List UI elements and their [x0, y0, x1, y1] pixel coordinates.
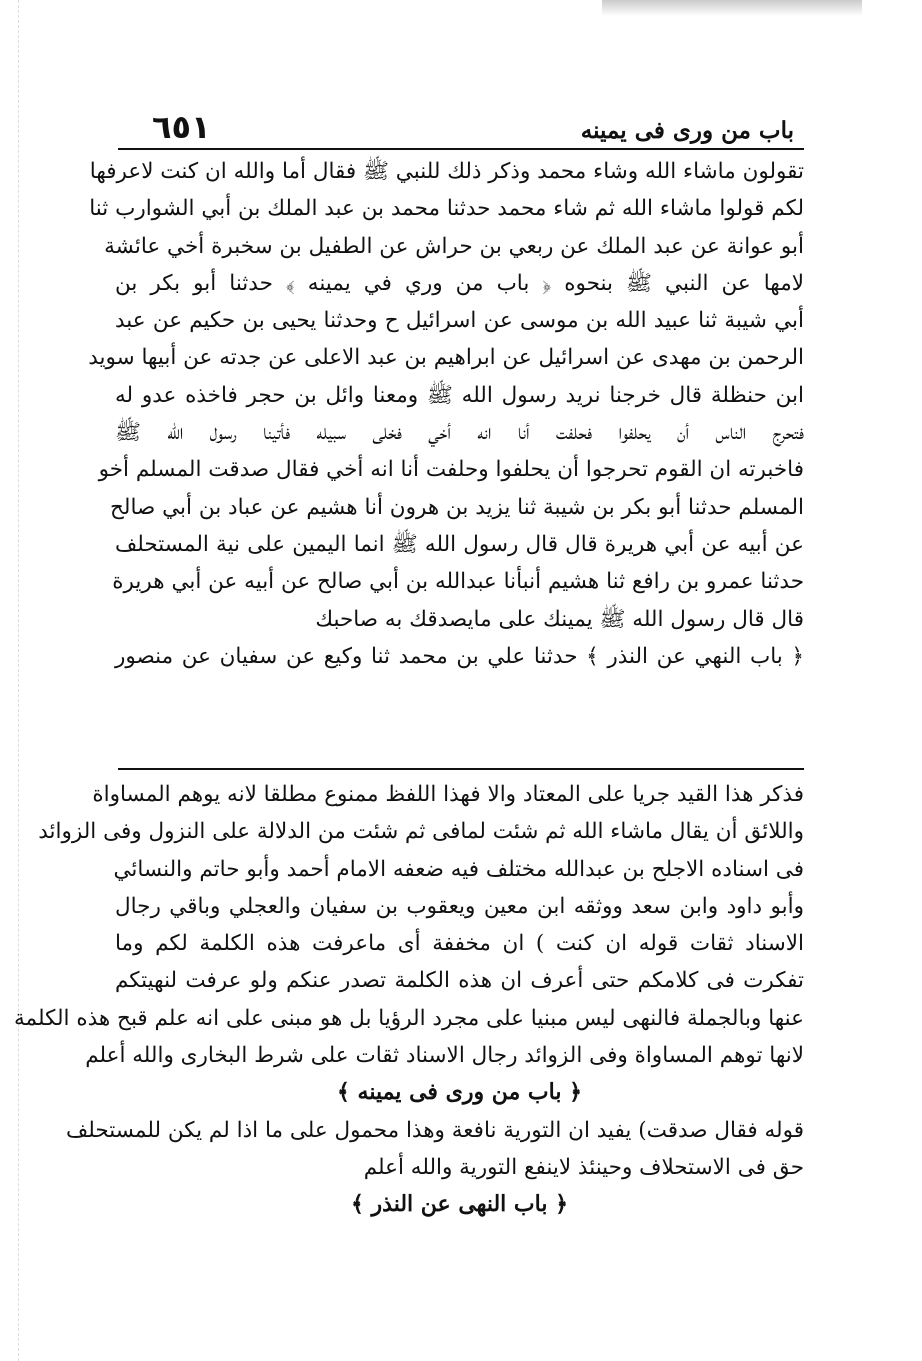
hadith-line: المسلم حدثنا أبو بكر بن شيبة ثنا يزيد بن هرون أنا هشيم عن عباد بن أبي صالح [110, 494, 804, 520]
page-header [118, 104, 804, 150]
commentary-line: تفكرت فى كلامكم حتى أعرف ان هذه الكلمة تصدر عنكم ولو عرفت لنهيتكم [115, 968, 804, 994]
commentary-line: فى اسناده الاجلح بن عبدالله مختلف فيه ضعفه الامام أحمد وأبو حاتم والنسائي [113, 856, 804, 882]
commentary-line: حق فى الاستحلاف وحينئذ لاينفع التورية والله أعلم [363, 1154, 804, 1180]
page-number: ٦٥١ [152, 108, 211, 146]
hadith-line: فاخبرته ان القوم تحرجوا أن يحلفوا وحلفت أنا انه أخي فقال صدقت المسلم أخو [98, 457, 804, 483]
commentary-line: عنها وبالجملة فالنهى ليس مبنيا على مجرد الرؤيا بل هو مبنى على انه علم قبح هذه الكلمة [14, 1005, 804, 1031]
hadith-line: أبي شيبة ثنا عبيد الله بن موسى عن اسرائيل ح وحدثنا يحيى بن حكيم عن عبد [115, 308, 804, 334]
hadith-line: ابن حنظلة قال خرجنا نريد رسول الله ﷺ ومعنا وائل بن حجر فاخذه عدو له [115, 382, 804, 408]
scan-smudge [602, 0, 862, 16]
hadith-line: لامها عن النبي ﷺ بنحوه ﴿ باب من وري في يمينه ﴾ حدثنا أبو بكر بن [115, 270, 804, 296]
page-edge [0, 0, 19, 1361]
hadith-line: عن أبيه عن أبي هريرة قال قال رسول الله ﷺ انما اليمين على نية المستحلف [115, 531, 804, 557]
commentary-line: وأبو داود وابن سعد ووثقه ابن معين ويعقوب بن سفيان والعجلي وباقي رجال [115, 893, 804, 919]
commentary-line: فذكر هذا القيد جريا على المعتاد والا فهذا اللفظ ممنوع مطلقا لانه يوهم المساواة [92, 782, 804, 807]
commentary-line: لانها توهم المساواة وفى الزوائد رجال الاسناد ثقات على شرط البخارى والله أعلم [85, 1043, 804, 1069]
commentary-line: قوله فقال صدقت) يفيد ان التورية نافعة وهذا محمول على ما اذا لم يكن للمستحلف [66, 1117, 804, 1143]
hadith-line: ﴿ باب النهي عن النذر ﴾ حدثنا علي بن محمد ثنا وكيع عن سفيان عن منصور [115, 643, 804, 669]
hadith-text [88, 153, 804, 675]
hadith-line: الرحمن بن مهدى عن اسرائيل عن ابراهيم بن عبد الاعلى عن جدته عن أبيها سويد [88, 345, 804, 371]
hadith-line: قال قال رسول الله ﷺ يمينك على مايصدقك به صاحبك [315, 606, 804, 632]
hadith-line: فتحرج الناس أن يحلفوا فحلفت أنا انه أخي فخلى سبيله فأتينا رسول الله ﷺ [115, 420, 804, 446]
section-heading: ﴿ باب النهى عن النذر ﴾ [350, 1191, 569, 1218]
hadith-line: أبو عوانة عن عبد الملك عن ربعي بن حراش عن الطفيل بن سخبرة أخي عائشة [104, 233, 804, 259]
chapter-title: باب من ورى فى يمينه [580, 117, 794, 144]
hadith-line: حدثنا عمرو بن رافع ثنا هشيم أنبأنا عبدالله بن أبي صالح عن أبيه عن أبي هريرة [112, 569, 804, 595]
commentary-line: واللائق أن يقال ماشاء الله ثم شئت لمافى ثم شئت من الدلالة على النزول وفى الزوائد [38, 819, 804, 845]
commentary-line: الاسناد ثقات قوله ان كنت ) ان مخففة أى ماعرفت هذه الكلمة لكم وما [115, 931, 804, 957]
hadith-line: لكم قولوا ماشاء الله ثم شاء محمد حدثنا محمد بن عبد الملك بن أبي الشوارب ثنا [89, 196, 804, 222]
section-divider [118, 768, 804, 770]
section-heading: ﴿ باب من ورى فى يمينه ﴾ [336, 1079, 583, 1106]
hadith-line: تقولون ماشاء الله وشاء محمد وذكر ذلك للنبي ﷺ فقال أما والله ان كنت لاعرفها [89, 159, 804, 184]
commentary-text [14, 776, 804, 1224]
